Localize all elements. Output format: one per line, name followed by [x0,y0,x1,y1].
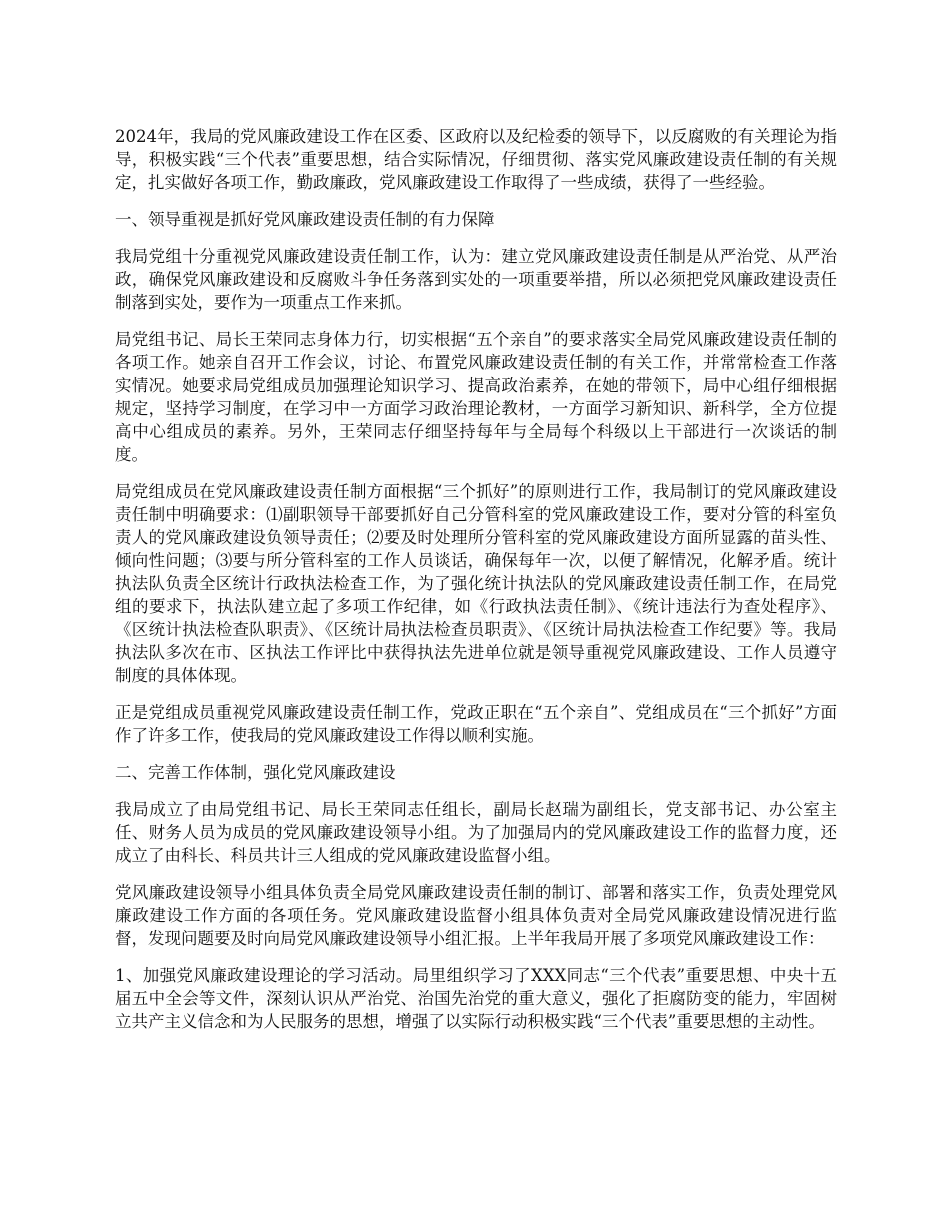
body-paragraph: 党风廉政建设领导小组具体负责全局党风廉政建设责任制的制订、部署和落实工作，负责处理党风廉政建设工作方面的各项任务。党风廉政建设监督小组具体负责对全局党风廉政建设情况进行监督，发现问题要及时向局党风廉政建设领导小组汇报。上半年我局开展了多项党风廉政建设工作： [115,883,837,948]
intro-paragraph: 2024年，我局的党风廉政建设工作在区委、区政府以及纪检委的领导下，以反腐败的有关理论为指导，积极实践“三个代表”重要思想，结合实际情况，仔细贯彻、落实党风廉政建设责任制的有关规定，扎实做好各项工作，勤政廉政，党风廉政建设工作取得了一些成绩，获得了一些经验。 [115,127,837,192]
body-paragraph: 局党组书记、局长王荣同志身体力行，切实根据“五个亲自”的要求落实全局党风廉政建设责任制的各项工作。她亲自召开工作会议，讨论、布置党风廉政建设责任制的有关工作，并常常检查工作落实情况。她要求局党组成员加强理论知识学习、提高政治素养，在她的带领下，局中心组仔细根据规定，坚持学习制度，在学习中一方面学习政治理论教材，一方面学习新知识、新科学，全方位提高中心组成员的素养。另外，王荣同志仔细坚持每年与全局每个科级以上干部进行一次谈话的制度。 [115,330,837,464]
document-body [115,125,837,1047]
body-paragraph: 局党组成员在党风廉政建设责任制方面根据“三个抓好”的原则进行工作，我局制订的党风廉政建设责任制中明确要求：⑴副职领导干部要抓好自己分管科室的党风廉政建设工作，要对分管的科室负责人的党风廉政建设负领导责任；⑵要及时处理所分管科室的党风廉政建设方面所显露的苗头性、倾向性问题；⑶要与所分管科室的工作人员谈话，确保每年一次，以便了解情况，化解矛盾。统计执法队负责全区统计行政执法检查工作，为了强化统计执法队的党风廉政建设责任制工作，在局党组的要求下，执法队建立起了多项工作纪律，如《行政执法责任制》、《统计违法行为查处程序》、《区统计执法检查队职责》、《区统计局执法检查员职责》、《区统计局执法检查工作纪要》等。我局执法队多次在市、区执法工作评比中获得执法先进单位就是领导重视党风廉政建设、工作人员遵守制度的具体体现。 [115,482,837,685]
body-paragraph: 我局党组十分重视党风廉政建设责任制工作，认为：建立党风廉政建设责任制是从严治党、从严治政，确保党风廉政建设和反腐败斗争任务落到实处的一项重要举措，所以必须把党风廉政建设责任制落到实处，要作为一项重点工作来抓。 [115,247,837,312]
section-heading-2: 二、完善工作体制，强化党风廉政建设 [115,763,396,782]
section-heading-1: 一、领导重视是抓好党风廉政建设责任制的有力保障 [115,210,495,229]
body-paragraph: 我局成立了由局党组书记、局长王荣同志任组长，副局长赵瑞为副组长，党支部书记、办公室主任、财务人员为成员的党风廉政建设领导小组。为了加强局内的党风廉政建设工作的监督力度，还成立了由科长、科员共计三人组成的党风廉政建设监督小组。 [115,800,837,865]
list-item-paragraph: 1、加强党风廉政建设理论的学习活动。局里组织学习了XXX同志“三个代表”重要思想、中央十五届五中全会等文件，深刻认识从严治党、治国先治党的重大意义，强化了拒腐防变的能力，牢固树立共产主义信念和为人民服务的思想，增强了以实际行动积极实践“三个代表”重要思想的主动性。 [115,966,837,1031]
body-paragraph: 正是党组成员重视党风廉政建设责任制工作，党政正职在“五个亲自”、党组成员在“三个抓好”方面作了许多工作，使我局的党风廉政建设工作得以顺利实施。 [115,703,837,745]
